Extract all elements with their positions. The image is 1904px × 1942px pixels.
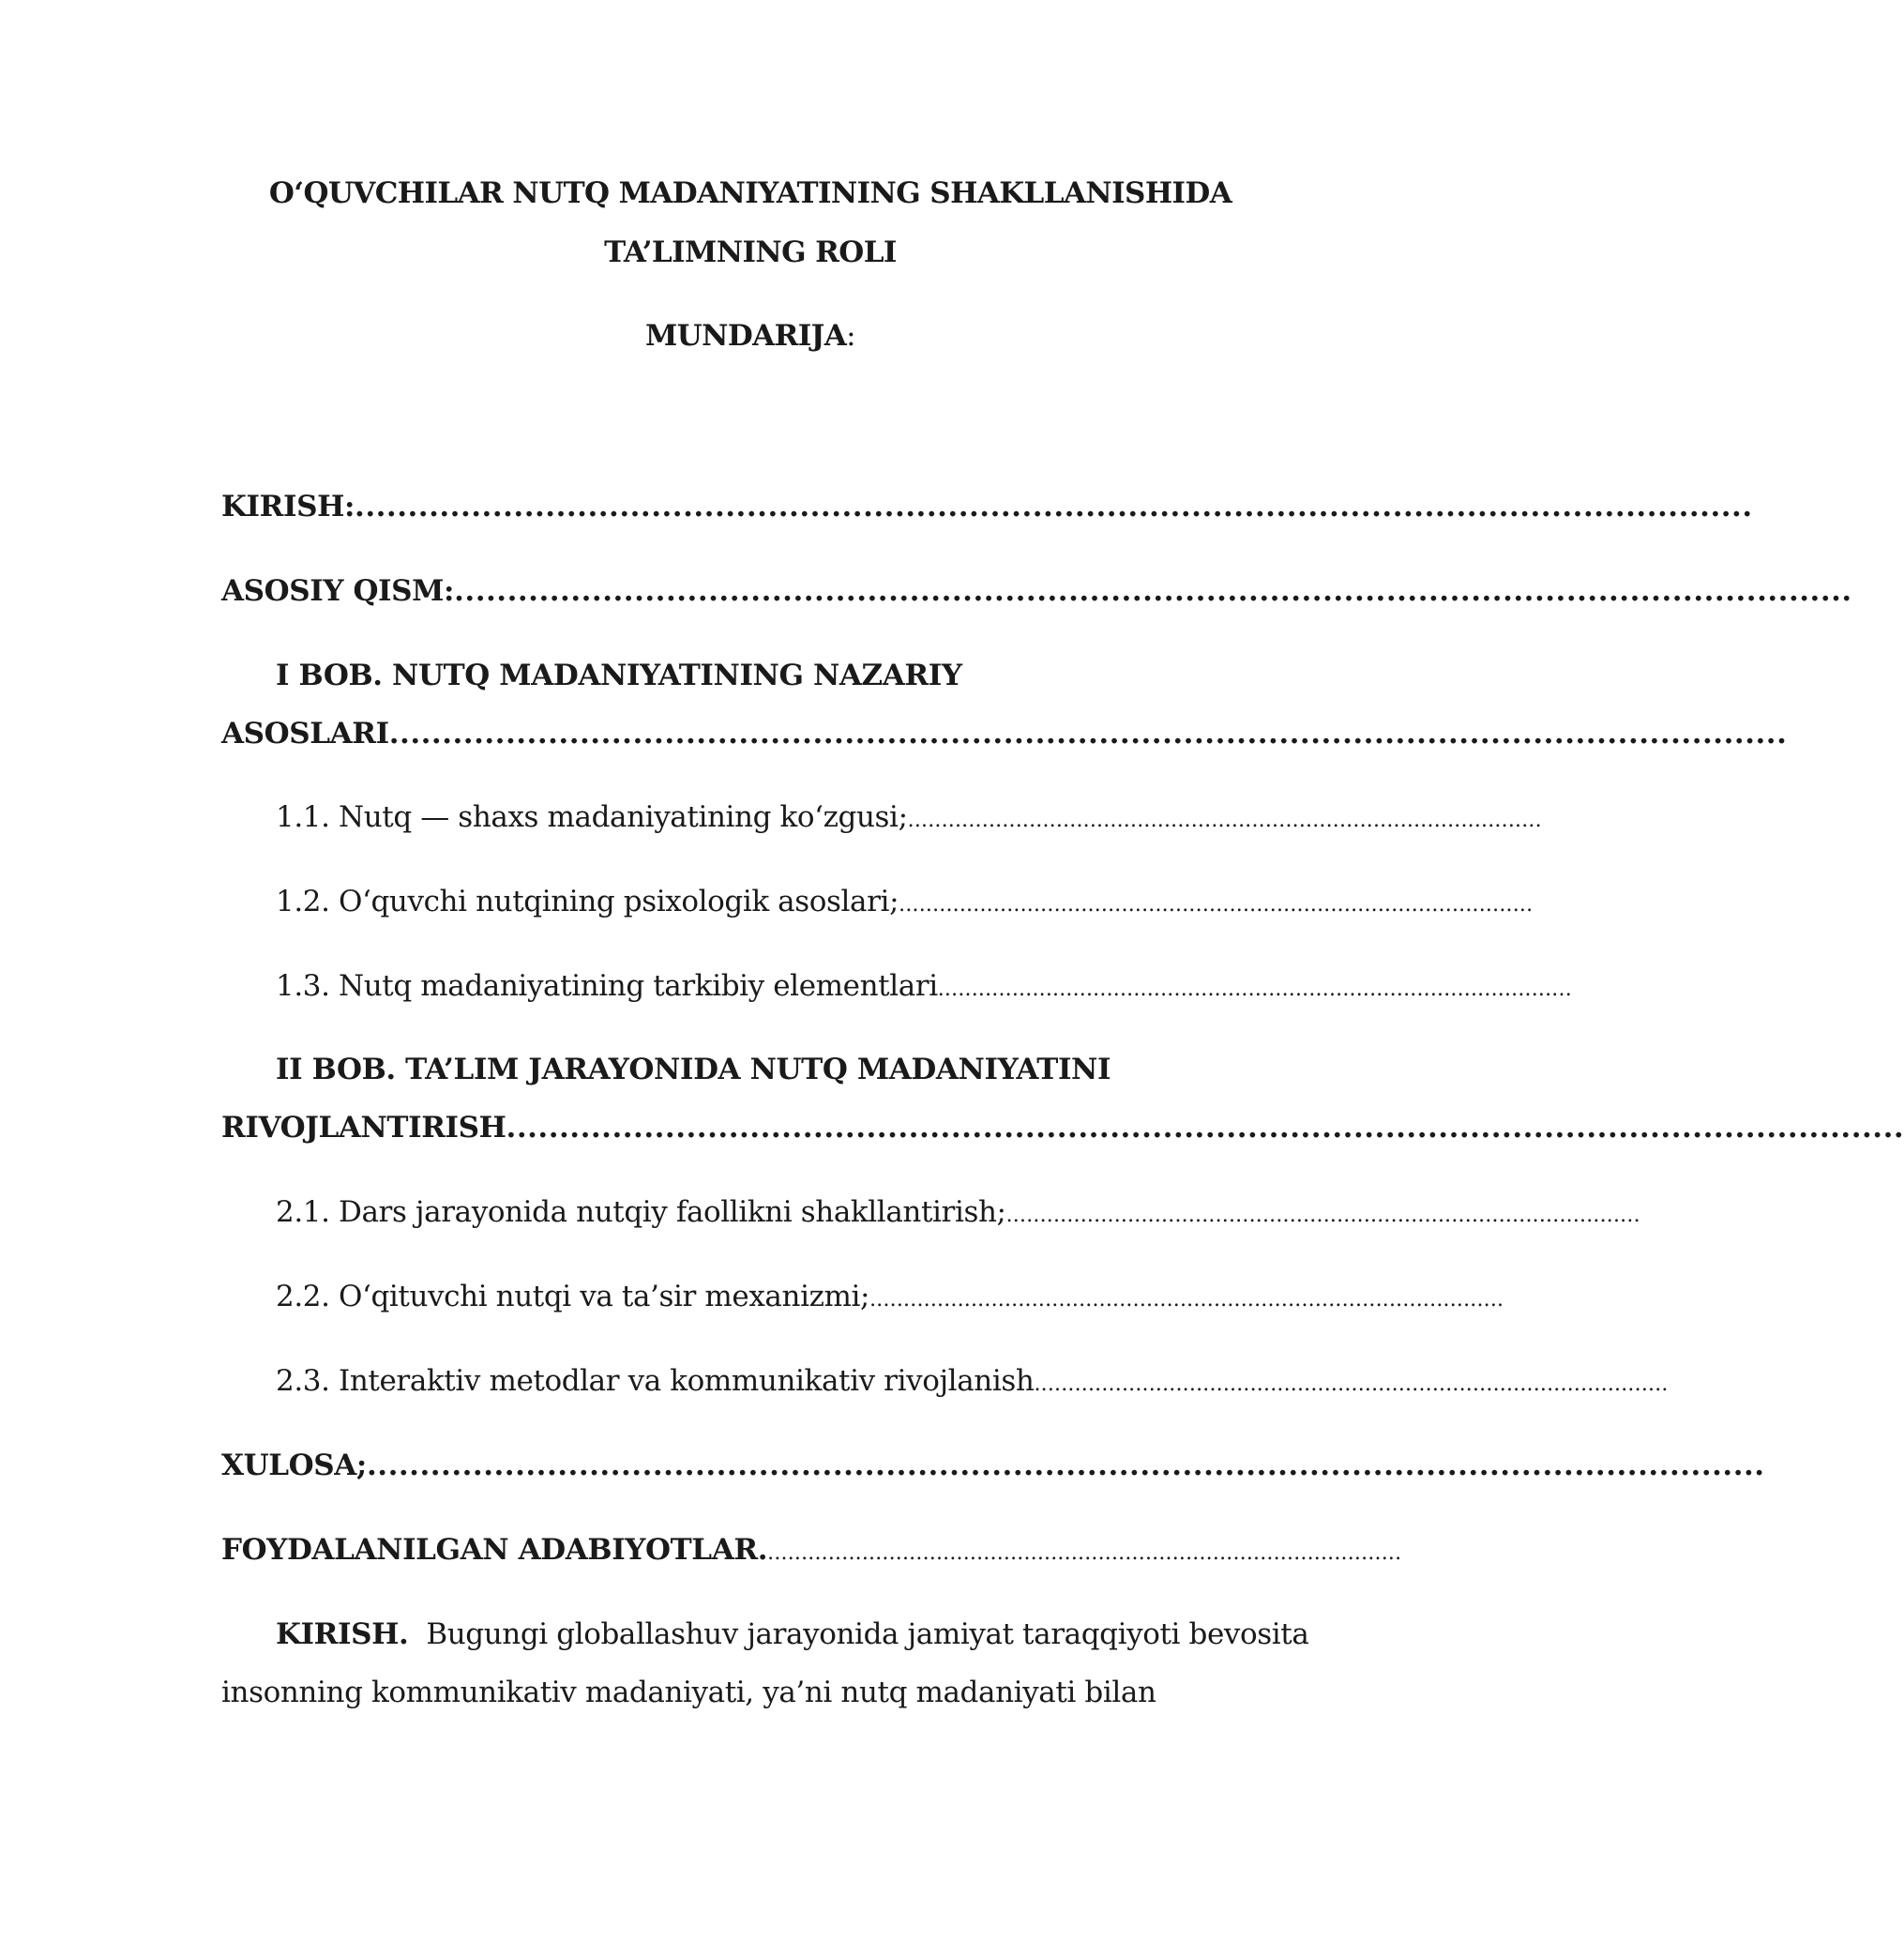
toc-entry-xulosa-label: XULOSA;: [221, 1449, 367, 1482]
toc-entry-kirish-label: KIRISH:: [221, 490, 355, 523]
toc-heading-colon: :: [846, 319, 856, 353]
toc-item-2-3: [276, 1364, 1669, 1398]
toc-chapter-1-line-2: [221, 717, 1788, 751]
toc-item-2-3-label: 2.3. Interaktiv metodlar va kommunikativ rivojlanish: [276, 1364, 1035, 1398]
toc-entry-xulosa: [221, 1449, 1765, 1482]
toc-dot-leader: ..............................................................................................: [1005, 1204, 1640, 1227]
toc-dot-leader: ..............................................................................................: [899, 893, 1534, 917]
toc-dot-leader: ..............................................................................................: [869, 1288, 1504, 1312]
intro-text-line-1: Bugungi globallashuv jarayonida jamiyat taraqqiyoti bevosita: [426, 1617, 1309, 1651]
toc-item-1-3-label: 1.3. Nutq madaniyatining tarkibiy elementlari: [276, 969, 938, 1003]
intro-paragraph-line-2: insonning kommunikativ madaniyati, ya’ni nutq madaniyati bilan: [221, 1676, 1156, 1709]
toc-dot-leader: ..............................................................................................: [937, 978, 1572, 1001]
toc-chapter-2-line-2: [221, 1111, 1904, 1145]
toc-entry-adabiyotlar-label: FOYDALANILGAN ADABIYOTLAR.: [221, 1533, 768, 1567]
toc-dot-leader: ..............................................................................................: [907, 809, 1542, 832]
toc-entry-adabiyotlar: [221, 1533, 1402, 1567]
document-title-line-2: TA’LIMNING ROLI: [604, 235, 897, 269]
toc-item-1-1: [276, 800, 1542, 834]
toc-entry-kirish: [221, 490, 1753, 523]
intro-paragraph-line-1: [276, 1617, 1308, 1651]
toc-item-1-3: [276, 969, 1572, 1003]
toc-chapter-1-line-1: I BOB. NUTQ MADANIYATINING NAZARIY: [276, 659, 962, 692]
toc-chapter-2-line-1: II BOB. TA’LIM JARAYONIDA NUTQ MADANIYATINI: [276, 1053, 1111, 1086]
toc-item-2-2: [276, 1280, 1504, 1313]
toc-dot-leader: ....................................................................................................................................: [506, 1111, 1904, 1145]
document-title-line-1: O‘QUVCHILAR NUTQ MADANIYATINING SHAKLLANISHIDA: [268, 176, 1232, 210]
toc-dot-leader: ....................................................................................................................................: [366, 1449, 1765, 1482]
toc-dot-leader: ..............................................................................................: [1034, 1373, 1669, 1396]
toc-chapter-2-label: RIVOJLANTIRISH: [221, 1111, 506, 1145]
intro-heading: KIRISH.: [276, 1617, 409, 1651]
toc-item-1-1-label: 1.1. Nutq — shaxs madaniyatining ko‘zgusi;: [276, 800, 908, 834]
toc-heading: [0, 319, 1501, 353]
toc-entry-asosiy-qism: [221, 574, 1852, 608]
toc-dot-leader: ....................................................................................................................................: [454, 574, 1852, 608]
toc-entry-asosiy-qism-label: ASOSIY QISM:: [221, 574, 455, 608]
toc-item-2-2-label: 2.2. O‘qituvchi nutqi va ta’sir mexanizmi;: [276, 1280, 870, 1313]
toc-item-2-1-label: 2.1. Dars jarayonida nutqiy faollikni shakllantirish;: [276, 1195, 1006, 1229]
toc-item-1-2: [276, 885, 1534, 918]
toc-dot-leader: ..............................................................................................: [767, 1541, 1402, 1565]
toc-chapter-1-label: ASOSLARI: [221, 717, 389, 751]
toc-heading-text: MUNDARIJA: [644, 319, 847, 353]
toc-item-1-2-label: 1.2. O‘quvchi nutqining psixologik asoslari;: [276, 885, 899, 918]
toc-dot-leader: ....................................................................................................................................: [388, 717, 1788, 751]
toc-dot-leader: ....................................................................................................................................: [355, 490, 1753, 523]
toc-item-2-1: [276, 1195, 1640, 1229]
